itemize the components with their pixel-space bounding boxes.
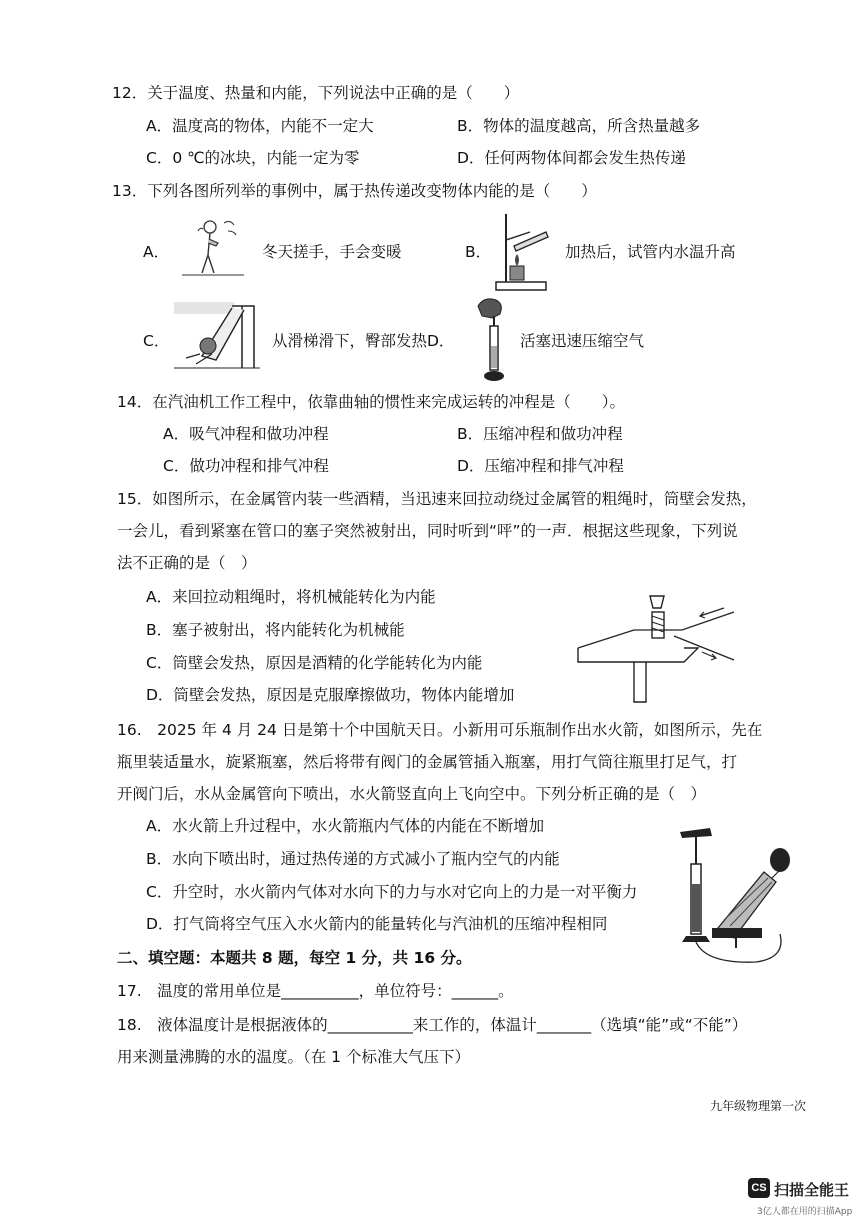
q16-option-c: C．升空时，水火箭内气体对水向下的力与水对它向上的力是一对平衡力 <box>146 883 638 901</box>
camscanner-name: 扫描全能王 <box>774 1181 850 1199</box>
q15-option-a: A．来回拉动粗绳时，将机械能转化为内能 <box>146 588 436 606</box>
q13-b-letter: B． <box>465 243 492 261</box>
q16-stem-line2: 瓶里装适量水，旋紧瓶塞，然后将带有阀门的金属管插入瓶塞，用打气筒往瓶里打足气，打 <box>117 753 738 771</box>
q18-line2: 用来测量沸腾的水的温度。（在 1 个标准大气压下） <box>117 1048 470 1066</box>
q13-d-text: 活塞迅速压缩空气 <box>520 332 645 350</box>
q15-stem-line3: 法不正确的是（ ） <box>117 554 257 572</box>
q16-option-d: D．打气筒将空气压入水火箭内的能量转化与汽油机的压缩冲程相同 <box>146 915 608 933</box>
q13-c-text: 从滑梯滑下，臀部发热D． <box>272 332 455 350</box>
q18-line1: 18. 液体温度计是根据液体的___________来工作的，体温计_______（选填“能”或“不能”） <box>117 1016 748 1034</box>
q15-option-c: C．筒壁会发热，原因是酒精的化学能转化为内能 <box>146 654 483 672</box>
slide-figure <box>172 298 262 370</box>
page-footer: 九年级物理第一次 <box>710 1099 807 1113</box>
q16-stem-line1: 16. 2025 年 4 月 24 日是第十个中国航天日。小新用可乐瓶制作出水火箭，如图所示，先在 <box>117 721 763 739</box>
q12-option-b: B．物体的温度越高，所含热量越多 <box>457 117 701 135</box>
metal-tube-rope-figure <box>574 590 744 706</box>
q13-a-letter: A． <box>143 243 170 261</box>
q12-option-d: D．任何两物体间都会发生热传递 <box>457 149 686 167</box>
test-tube-heating-figure <box>488 210 554 294</box>
camscanner-logo-icon: CS <box>748 1178 770 1198</box>
q16-option-b: B．水向下喷出时，通过热传递的方式减小了瓶内空气的内能 <box>146 850 560 868</box>
q13-a-text: 冬天搓手，手会变暖 <box>262 243 402 261</box>
q12-option-a: A．温度高的物体，内能不一定大 <box>146 117 374 135</box>
q12-stem: 12．关于温度、热量和内能，下列说法中正确的是（ ） <box>112 84 520 102</box>
q13-stem: 13．下列各图所列举的事例中，属于热传递改变物体内能的是（ ） <box>112 182 597 200</box>
q14-option-c: C．做功冲程和排气冲程 <box>163 457 329 475</box>
section2-title: 二、填空题：本题共 8 题，每空 1 分，共 16 分。 <box>117 949 472 967</box>
q15-option-d: D．筒壁会发热，原因是克服摩擦做功，物体内能增加 <box>146 686 515 704</box>
q13-c-letter: C． <box>143 332 170 350</box>
rubbing-hands-figure <box>178 213 246 279</box>
q14-option-a: A．吸气冲程和做功冲程 <box>163 425 329 443</box>
q15-stem-line2: 一会儿，看到紧塞在管口的塞子突然被射出，同时听到“呯”的一声．根据这些现象，下列说 <box>117 522 738 540</box>
q14-option-d: D．压缩冲程和排气冲程 <box>457 457 624 475</box>
q15-stem-line1: 15．如图所示，在金属管内装一些酒精，当迅速来回拉动绕过金属管的粗绳时，筒壁会发热， <box>117 490 757 508</box>
q16-option-a: A．水火箭上升过程中，水火箭瓶内气体的内能在不断增加 <box>146 817 545 835</box>
q16-stem-line3: 开阀门后，水从金属管向下喷出，水火箭竖直向上飞向空中。下列分析正确的是（ ） <box>117 785 707 803</box>
water-rocket-figure <box>676 824 796 974</box>
q14-stem: 14．在汽油机工作工程中，依靠曲轴的惯性来完成运转的冲程是（ ）。 <box>117 393 625 411</box>
piston-compress-figure <box>470 296 516 384</box>
q15-option-b: B．塞子被射出，将内能转化为机械能 <box>146 621 405 639</box>
q14-option-b: B．压缩冲程和做功冲程 <box>457 425 623 443</box>
q12-option-c: C．0 ℃的冰块，内能一定为零 <box>146 149 360 167</box>
q13-b-text: 加热后，试管内水温升高 <box>565 243 736 261</box>
q17-text: 17. 温度的常用单位是__________，单位符号：______。 <box>117 982 514 1000</box>
camscanner-tagline: 3亿人都在用的扫描App <box>757 1207 853 1217</box>
